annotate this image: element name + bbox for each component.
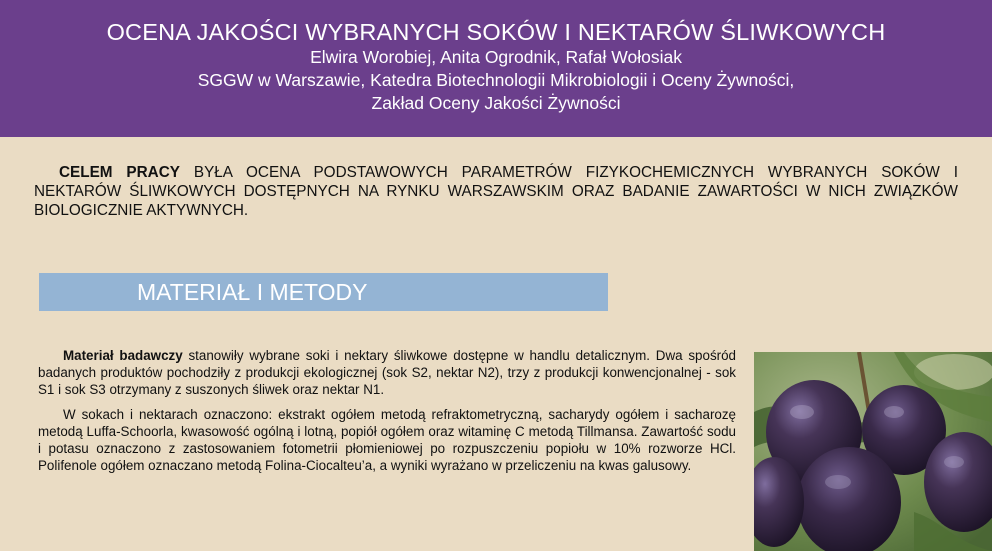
poster-header <box>0 0 992 137</box>
material-lead: Materiał badawczy <box>63 348 183 363</box>
material-paragraph-2: W sokach i nektarach oznaczono: ekstrakt ogółem metodą refraktometryczną, sacharydy ogółem i sacharozę metodą Luffa-Schoorla, kwasowość ogólną i lotną, popiół ogółem oraz witaminę C metodą Tillmansa. Zawartość sodu i potasu oznaczono z zastosowaniem fotometrii płomieniowej po rozpuszczeniu popiołu w 10% rozworze HCl. Polifenole ogółem oznaczano metodą Folina-Ciocalteu’a, a wyniki wyrażano w przeliczeniu na kwas galusowy. <box>38 407 736 473</box>
material-methods-text <box>38 347 736 482</box>
department: Zakład Oceny Jakości Żywności <box>371 93 621 113</box>
institution: SGGW w Warszawie, Katedra Biotechnologii Mikrobiologii i Oceny Żywności, <box>197 70 795 90</box>
material-p1-text: stanowiły wybrane soki i nektary śliwkowe dostępne w handlu detalicznym. Dwa spośród badanych produktów pochodziły z produkcji ekologicznej (sok S2, nektar N2), trzy z produkcji konwencjonalnej - sok S1 i sok S3 otrzymany z suszonych śliwek oraz nektar N1. <box>38 348 736 397</box>
section-heading-bar <box>39 273 608 311</box>
plums-photo <box>754 352 992 551</box>
section-title: MATERIAŁ I METODY <box>137 279 368 305</box>
poster-title: OCENA JAKOŚCI WYBRANYCH SOKÓW I NEKTARÓW ŚLIWKOWYCH <box>106 19 886 45</box>
aim-paragraph <box>34 163 958 220</box>
plums-illustration <box>754 352 992 551</box>
material-paragraph-1 <box>38 347 736 398</box>
aim-text: BYŁA OCENA PODSTAWOWYCH PARAMETRÓW FIZYKOCHEMICZNYCH WYBRANYCH SOKÓW I NEKTARÓW ŚLIWKOWYCH DOSTĘPNYCH NA RYNKU WARSZAWSKIM ORAZ BADANIE ZAWARTOŚCI W NICH ZWIĄZKÓW BIOLOGICZNIE AKTYWNYCH. <box>34 164 958 219</box>
aim-lead: CELEM PRACY <box>59 164 180 181</box>
authors: Elwira Worobiej, Anita Ogrodnik, Rafał Wołosiak <box>310 47 682 67</box>
